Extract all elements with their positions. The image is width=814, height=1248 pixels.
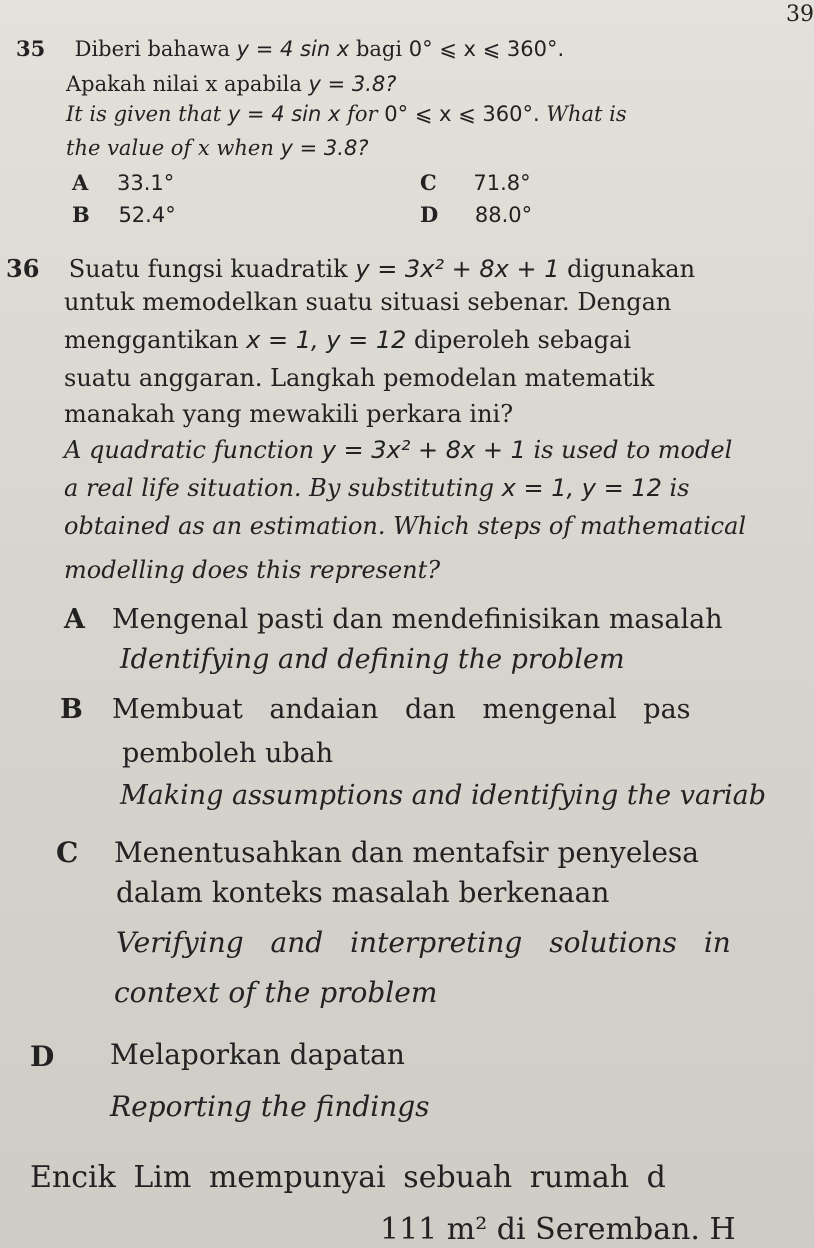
q36-malay-line-3 — [64, 326, 631, 354]
q36-option-d-letter: D — [30, 1040, 55, 1073]
q36-malay-line-5: manakah yang mewakili perkara ini? — [64, 400, 514, 428]
q36-english-line-3: obtained as an estimation. Which steps of mathematical — [64, 512, 747, 540]
q35-en-what-is: What is — [539, 102, 627, 126]
q36-malay-line-2: untuk memodelkan suatu situasi sebenar. Dengan — [64, 288, 672, 316]
q35-option-d-value: 88.0° — [474, 203, 533, 227]
q35-option-b-value: 52.4° — [118, 203, 176, 227]
q36-option-b-malay-2: pemboleh ubah — [122, 738, 334, 769]
q36-en-substitution: x = 1, y = 12 — [501, 474, 662, 502]
q35-en-text: It is given that — [66, 102, 228, 126]
q36-number: 36 — [6, 254, 40, 283]
q36-option-c-letter: C — [56, 836, 79, 869]
q36-malay-line-4: suatu anggaran. Langkah pemodelan matematik — [64, 364, 655, 392]
q35-option-d-letter: D — [420, 202, 439, 227]
q35-malay-line-2 — [66, 72, 396, 96]
q36-option-b-english: Making assumptions and identifying the variab — [120, 780, 766, 811]
q36-ms-substitution: x = 1, y = 12 — [246, 326, 407, 354]
q35-en-range: 0° ⩽ x ⩽ 360°. — [384, 102, 540, 126]
q35-en-for: for — [340, 102, 385, 126]
q35-ms-bagi: bagi — [349, 37, 409, 61]
q35-option-b[interactable] — [72, 202, 176, 227]
q36-ms-l3-text: menggantikan — [64, 326, 247, 354]
q36-ms-function: y = 3x² + 8x + 1 — [355, 255, 560, 283]
q36-english-line-1 — [64, 436, 732, 464]
q35-ms-question: Apakah nilai x apabila — [66, 72, 309, 96]
q36-en-function: y = 3x² + 8x + 1 — [321, 436, 526, 464]
q35-english-line-2 — [66, 136, 368, 160]
q35-malay-line-1 — [16, 36, 564, 61]
q36-english-line-4: modelling does this represent? — [64, 556, 441, 584]
q36-en-l1-post: is used to model — [525, 436, 733, 464]
q36-option-d-english: Reporting the findings — [110, 1090, 430, 1123]
q36-option-c-english-2: context of the problem — [114, 976, 438, 1009]
q35-ms-text: Diberi bahawa — [74, 37, 237, 61]
q36-option-b-malay-1: Membuat andaian dan mengenal pas — [112, 694, 691, 725]
q35-option-d[interactable] — [420, 202, 532, 227]
q35-en-condition: y = 3.8? — [280, 136, 369, 160]
q36-option-a-english: Identifying and defining the problem — [120, 644, 625, 675]
q35-ms-condition: y = 3.8? — [308, 72, 397, 96]
q36-option-c-malay-1: Menentusahkan dan mentafsir penyelesa — [114, 836, 699, 869]
next-question-line-2: 111 m² di Seremban. H — [380, 1212, 736, 1247]
q35-option-a-value: 33.1° — [116, 171, 175, 195]
q35-option-a[interactable] — [72, 170, 174, 195]
q36-en-l2-text: a real life situation. By substituting — [64, 474, 502, 502]
q35-option-b-letter: B — [72, 202, 90, 227]
q35-en-question: the value of x when — [66, 136, 281, 160]
q35-en-equation: y = 4 sin x — [227, 102, 341, 126]
q36-option-c-english-1: Verifying and interpreting solutions in — [116, 926, 731, 959]
page-number: 39 — [786, 2, 814, 27]
q36-english-line-2 — [64, 474, 690, 502]
q35-option-c-letter: C — [420, 170, 437, 195]
q35-range: 0° ⩽ x ⩽ 360°. — [408, 37, 565, 61]
q36-malay-line-1 — [6, 254, 695, 283]
q36-ms-l1-post: digunakan — [559, 255, 696, 283]
q36-option-d-malay: Melaporkan dapatan — [110, 1038, 405, 1071]
q35-option-c-value: 71.8° — [473, 171, 531, 195]
q36-en-l2-post: is — [661, 474, 690, 502]
q36-ms-l1-text: Suatu fungsi kuadratik — [68, 255, 356, 283]
next-question-line-1: Encik Lim mempunyai sebuah rumah d — [30, 1160, 666, 1195]
q36-option-b-letter: B — [60, 694, 83, 725]
q35-option-c[interactable] — [420, 170, 531, 195]
q36-option-c-malay-2: dalam konteks masalah berkenaan — [116, 876, 610, 909]
q35-equation: y = 4 sin x — [236, 37, 350, 61]
q35-option-a-letter: A — [72, 170, 89, 195]
q36-ms-l3-post: diperoleh sebagai — [406, 326, 632, 354]
q35-number: 35 — [16, 36, 46, 61]
q35-english-line-1 — [66, 102, 627, 126]
q36-en-l1-text: A quadratic function — [64, 436, 322, 464]
q36-option-a-letter: A — [64, 604, 85, 635]
q36-option-a-malay: Mengenal pasti dan mendefinisikan masalah — [112, 604, 723, 635]
